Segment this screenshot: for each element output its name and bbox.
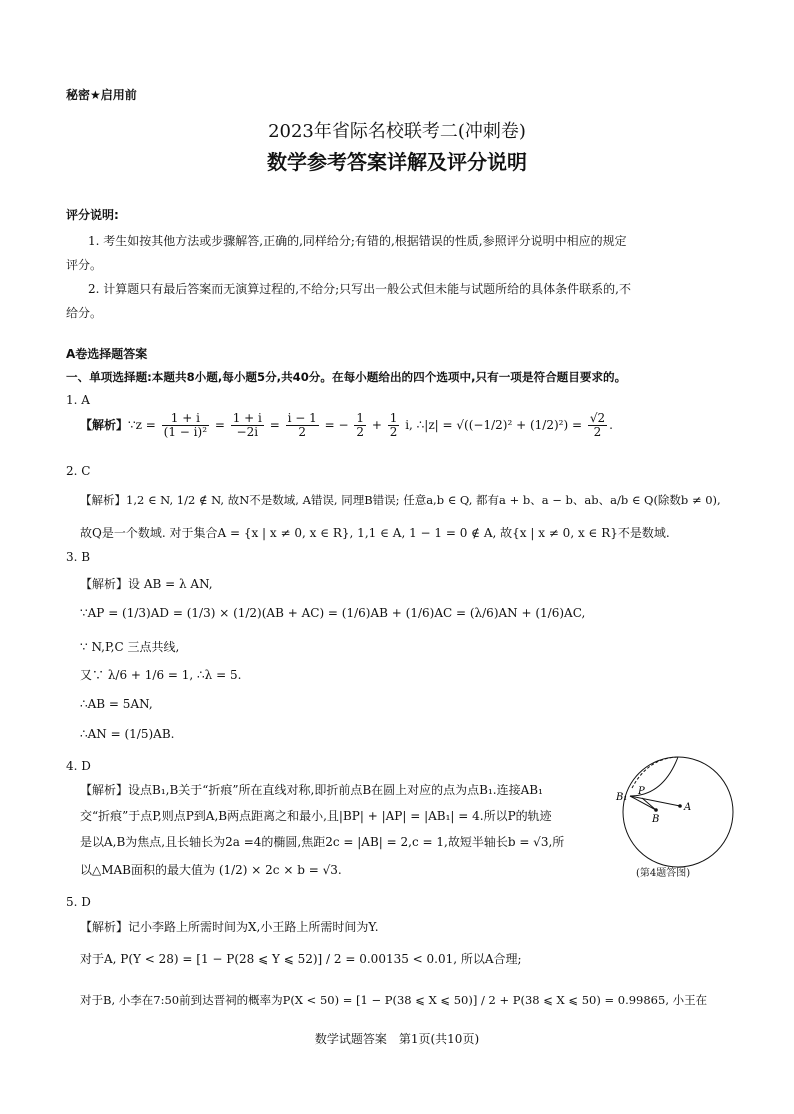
q1-frac-6: $\frac{√2}{2}$	[589, 411, 606, 439]
q4-point-b	[654, 808, 658, 812]
q1-solution: 【解析】∵z = $\frac{1 + i}{\text{(1 − i)²}}$ = $\frac{1 + i}{-2i}$ = $\frac{i - 1}{2}$ = − $\frac{1}{2}$ + $\frac{1}{2}$ i, ∴|z| = √((−1/2)² + (1/2)²) = $\frac{√2}{2}$ .	[80, 411, 613, 439]
section-a-title: A卷选择题答案	[66, 347, 148, 361]
q2-line1: 【解析】1,2 ∈ N, 1/2 ∉ N, 故N不是数域, A错误, 同理B错误; 任意a,b ∈ Q, 都有a + b、a − b、ab、a/b ∈ Q(除数b ≠ 0),	[80, 493, 721, 507]
notes-p2b: 给分。	[66, 306, 103, 320]
q1-text-tail: i, ∴|z| =	[405, 418, 453, 432]
q4-line-b1-a	[630, 796, 680, 806]
q4-line2: 交“折痕”于点P,则点P到A,B两点距离之和最小,且|BP| + |AP| = |AB₁| = 4.所以P的轨迹	[80, 809, 552, 823]
confidential-label: 秘密★启用前	[66, 88, 137, 102]
q4-label-b1: B₁	[616, 792, 628, 803]
part1-heading: 一、单项选择题:本题共8小题,每小题5分,共40分。在每小题给出的四个选项中,只有一项是符合题目要求的。	[66, 370, 627, 384]
q4-circle	[623, 757, 733, 867]
q1-tag: 【解析】	[80, 418, 129, 432]
q4-number: 4. D	[66, 759, 91, 773]
page-footer: 数学试题答案 第1页(共10页)	[314, 1032, 480, 1046]
q1-text-a: ∵z =	[128, 418, 156, 432]
q1-frac-1: $\frac{1 + i}{\text{(1 − i)²}}$	[163, 411, 208, 439]
q5-line2: 对于A, P(Y < 28) = [1 − P(28 ⩽ Y ⩽ 52)] / 2 = 0.00135 < 0.01, 所以A合理;	[80, 952, 522, 966]
q5-number: 5. D	[66, 895, 91, 909]
q1-frac-4: $\frac{1}{2}$	[356, 411, 364, 439]
q4-label-a: A	[684, 802, 692, 813]
q4-point-a	[678, 804, 682, 808]
q4-label-p: P	[638, 786, 645, 797]
q4-figure	[608, 748, 738, 878]
notes-p2a: 2. 计算题只有最后答案而无演算过程的,不给分;只写出一般公式但未能与试题所给的具体条件联系的,不	[88, 282, 631, 296]
q1-frac-2: $\frac{1 + i}{-2i}$	[232, 411, 262, 439]
q4-line1: 【解析】设点B₁,B关于“折痕”所在直线对称,即折前点B在圆上对应的点为点B₁.连接AB₁	[80, 783, 543, 797]
q3-line3: ∵ N,P,C 三点共线,	[80, 640, 180, 654]
q3-line6: ∴AN = (1/5)AB.	[80, 727, 175, 741]
q3-number: 3. B	[66, 550, 91, 564]
notes-p1b: 评分。	[66, 258, 103, 272]
q3-line2: ∵AP = (1/3)AD = (1/3) × (1/2)(AB + AC) = (1/6)AB + (1/6)AC = (λ/6)AN + (1/6)AC,	[80, 606, 586, 620]
q1-number: 1. A	[66, 393, 90, 407]
q3-line4: 又∵ λ/6 + 1/6 = 1, ∴λ = 5.	[80, 668, 242, 682]
q4-label-b: B	[652, 814, 660, 825]
q4-figure-caption: (第4题答图)	[636, 868, 691, 879]
q2-line2: 故Q是一个数域. 对于集合A = {x | x ≠ 0, x ∈ R}, 1,1 ∈ A, 1 − 1 = 0 ∉ A, 故{x | x ≠ 0, x ∈ R}不是数域.	[80, 526, 670, 540]
q2-number: 2. C	[66, 464, 91, 478]
q5-line1: 【解析】记小李路上所需时间为X,小王路上所需时间为Y.	[80, 920, 379, 934]
notes-heading: 评分说明:	[66, 208, 119, 222]
q1-sqrt: √((−1/2)² + (1/2)²)	[456, 418, 569, 432]
q1-frac-3: $\frac{i - 1}{2}$	[287, 411, 317, 439]
q4-line4: 以△MAB面积的最大值为 (1/2) × 2c × b = √3.	[80, 863, 342, 877]
doc-subtitle: 数学参考答案详解及评分说明	[267, 150, 527, 174]
notes-p1a: 1. 考生如按其他方法或步骤解答,正确的,同样给分;有错的,根据错误的性质,参照评分说明中相应的规定	[88, 234, 627, 248]
doc-title: 2023年省际名校联考二(冲刺卷)	[268, 121, 526, 142]
q5-line3: 对于B, 小李在7:50前到达晋祠的概率为P(X < 50) = [1 − P(38 ⩽ X ⩽ 50)] / 2 + P(38 ⩽ X ⩽ 50) = 0.99865, 小王在	[80, 993, 708, 1007]
q3-line5: ∴AB = 5AN,	[80, 697, 153, 711]
q1-frac-5: $\frac{1}{2}$	[389, 411, 398, 439]
q4-line3: 是以A,B为焦点,且长轴长为2a =4的椭圆,焦距2c = |AB| = 2,c = 1,故短半轴长b = √3,所	[80, 835, 565, 849]
q3-line1: 【解析】设 AB = λ AN,	[80, 577, 213, 591]
